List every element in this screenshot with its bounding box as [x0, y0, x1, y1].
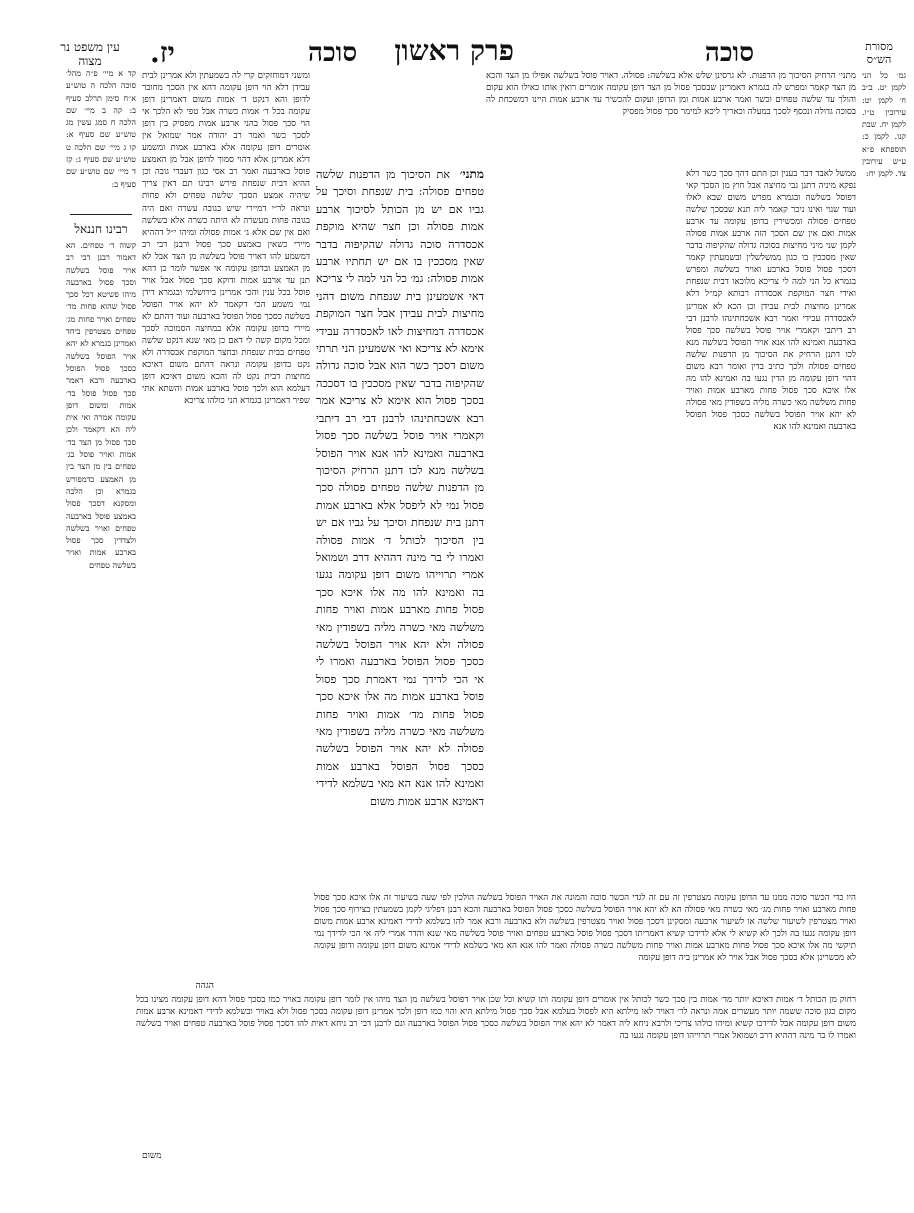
- rashi-column-text: ממשל לאבד דבר בענין וכן התם דהך סכך כשר דלא נפקא מיניה דתנן גבי מחיצה אבל חוץ מן הסכך קאי דפוסל בשלשה ובגמרא מפרש משום שבא לאלו ועוד שנוי ואינו ניכר קאמר ליה תנא שבסכך שלשה טפחים פסולה ומכשירין בדופן עקומה עד ארבע אמות ואם אין שם הסכך הזה ארבע אמות פסולה לקמן שני מיני מחיצות בסוכה גדולה שהקיפוה בדבר שאין מסככין בו כגון ממשלשלין ובשמעתין קאמר דסכך פסול פוסל בארבע ואויר בשלשה ומפרש בגמרא כל הני למה לי צריכא מלוכאו דבית שנפחת ואידי חצר המוקפת אכסדרה רבותא קמ״ל דלא אמרינן מחיצות לבית עבידן וכן הכא לא אמרינן לאכסדרה עבידי ואמר רבא אשכחתינהו לרבנן דבי רב דיתבי וקאמרי אויר פוסל בשלשה סכך פסול בארבעה ואמינא להו אנא אויר הפוסל בשלשה מנא לכו דתנן הרחיק את הסיכוך מן הדפנות שלשה טפחים פסולה ולכך כתיב בדין ואומר רבא משום דהוי דופן עקומה מן הדין נגעו בה ואמינא להו מה אלו איכא סכך פסול פחות מארבע אמות ואויר פחות משלשה מאי כשרה מליה בשפודין מאי פסולה לא יהא אויר הפוסל בשלשה כסכך פסול הפוסל בארבעה ואמינא להו אנא: [686, 169, 856, 432]
- rashi-column: [486, 168, 856, 888]
- masoret-hashas-margin: גמ׳ כל הני לקמן יט. ב״ב ח׳ לקמן יט: עירובין ט״ו. לקמן יח. שבת קנו. לקמן כ: תוספתא פ״א ע״ש עירובין צד. לקמן יח:: [862, 71, 906, 179]
- chananel-title-rule: [70, 214, 132, 215]
- ein-mishpat-margin: קד א מיי׳ פ״ה מהל׳ סוכה הלכה ה טוש״ע א״ח סימן תרלב סעיף ב: קה ב מיי׳ שם הלכה ח סמג עשין מג טוש״ע שם סעיף א: קו ג מיי׳ שם הלכה ט טוש״ע שם סעיף ג: קז ד מיי׳ שם טוש״ע שם סעיף ב:: [66, 69, 136, 189]
- rashi-end-word: הגהה: [195, 981, 214, 991]
- ein-mishpat-heading: עין משפט נר מצוה: [60, 40, 120, 68]
- tosafot-bottom-block: רחוק מן הכותל ד׳ אמות דאיכא יותר מד׳ אמות בין סכך כשר לכותל אין אומרים דופן עקומה ותו קשיא וכל שכן אויר דפוסל בשלשה מן הצד מיהו אין לומר דופן עקומה באויר כמו בסכך פסול דהא דופן עקומה מצינו בכל מקום כגון סוכה ששמה יותר מעשרים אמה ונראה לר׳ דאויר לאו מילתא היא לפסול בעלמא אבל סכך פסול מילתא היא והוי כמו דופן ולכך אמרינן דופן עקומה בסכך פסול ולא באויר ובשלמא לדידי דאמינא ארבע אמות משום דופן עקומה אבל לדידכו קשיא ומיהו כולהו צריכי ולרבא ניחא ליה דאמר לא יהא אויר הפוסל בשלשה כסכך פסול הפוסל בארבעה וגם לרבנן דבי רב ניחא דאית להו דסכך פסול פוסל בארבעה טפחים ואויר בשלשה ואמרו לו בר מינה דההיא דרב ושמואל אמרי תרוייהו דופן עקומה נגעו בה: [136, 995, 856, 1042]
- rashi-top-block: מתני׳ הרחיק הסיכוך מן הדפנות. לא גרסינן שלש אלא בשלשה: פסולה. דאויר פוסל בשלשה אפילו מן הצד והכא מן הצד קאמר ומפרש לה בגמרא דאמרינן שבסכך פסול מן הצד דופן עקומה אומרים רואין אותו כאילו הוא עקום והולך עד שלשה טפחים וכשר ואמר ארבע אמות ומן הדופן ועקום להכשיר עד ארבע אמות היינו דמשכחת לה בסוכה גדולה ונכסף לסכך במעלה וכאריך ליכא למימר סכך פסול מפסיק: [486, 71, 856, 118]
- tosafot-column: ומשני דמוחזקים קרי לה בשמעתין ולא אמרינן לבית עבידן דלא הוי דופן עקומה דהא אין הסכך מחובר לדופן והא דנקט ד׳ אמות משום דאמרינן דופן עקומה בכל ד׳ אמות כשרה אבל טפי לא הלכך אי הוי סכך פסול בהני ארבע אמות מפסיק בין דופן לסכך כשר ואמר רב יהודה אמר שמואל אין אומרים דופן עקומה אלא בארבע אמות ומשמע דלא אמרינן אלא דהוי סמוך לדופן אבל מן האמצע פוסל בארבעה ואמר רב אסי כגון דעבדי גובה וכן ההיא דבית שנפחת פירש רבינו תם דאין צריך שיהיה אמצע הסכך שלשה טפחים ולא פחות ונראה לר״י דמיירי שיש בגובה עשרה ואם היה בגובה פחות מעשרה לא היתה כשרה אלא בשלשה ואם אין שם אלא ג׳ אמות פסולה ומיהו י״ל דההיא מיירי כשאין באמצע סכך פסול ורבנן דבי רב דמשמע להו דאויר פוסל בשלשה מן הצד אבל לא מן האמצע ובדופן עקומה אי אפשר לומר כן דהא תנן עד ארבע אמות ודוקא סכך פסול אבל אויר פוסל בכל ענין והכי אמרינן בירושלמי ובגמרא דידן נמי משמע הכי דקאמר לא יהא אויר הפוסל בשלשה כסכך פסול הפוסל בארבעה ועוד דהתם לא מיירי בדופן עקומה אלא במחיצה הסמוכה לסכך ומכל מקום קשה לי דאם כן מאי שנא דנקט שלשה טפחים בבית שנפחת ובחצר המוקפת אכסדרה ולא נקט בדופן עקומה ונראה דהתם משום דאיכא מחיצות דבית נקט לה והכא משום דאיכא דופן דעלמא הוא ולכך פוסל בארבע אמות והשתא אתי שפיר דאמרינן בגמרא הני כולהו צריכא: [142, 71, 310, 407]
- folio-number: יז.: [150, 36, 175, 69]
- chapter-name: פרק ראשון: [394, 34, 514, 67]
- rashi-bottom-block: היו כדי הכשר סוכה ממנו עד הדופן עקומה מצטרפין זה עם זה לגדי הכשר סוכה והמונה את האויר הפוסל בשלשה הולכין לפי שעה בשיעור זה אלו איכא סכך פסול פחות מארבע ואויר פחות מג׳ מאי כשרה מאי פסולה הא לא יהא אויר הפוסל בשלשה כסכך פסול הפוסל בארבעה והכא רבנן דפליגי לקמן בשמעתין בצירוף סכך פסול ואויר מצטרפין לשיעור שלשה או לשיעור ארבעה ומסקינן דסכך פסול ואויר מצטרפין בשלשה ולא בארבעה ורבא אמר להו בשלמא לדידי דאמינא ארבע אמות משום דופן עקומה נגעו בה ולכך לא קשיא לי אלא לדידכו קשיא דאמריתו דסכך פסול פוסל בארבע טפחים ואויר פוסל בשלשה מאי שנא והדר אמרי ליה אי הכי לדידך נמי תיקשי מה אלו איכא סכך פסול פחות מארבע אמות ואויר פחות משלשה כשרה פסולה ואמר להו אנא הא מאי בשלמא לדידי אמינא משום דופן עקומה ודופן עקומה לא מכשרינן אלא בסכך פסול אבל אויר לא אמרינן ביה דופן עקומה: [314, 893, 856, 964]
- tractate-name-right: סוכה: [704, 38, 754, 68]
- catchword: משום: [142, 1151, 162, 1161]
- mishna-heading: מתני׳: [459, 167, 484, 181]
- rabbeinu-chananel-text: קשוה ד׳ טפחים. הא דאמור רבנן דבי רב אויר פוסל בשלשה וסכך פסול בארבעה מיהו פשיטא דכל סכך פסול שהוא פחות מד׳ טפחים ואויר פחות מג׳ טפחים מצטרפין ביחד ואמרינן בגמרא לא יהא אויר הפוסל בשלשה כסכך פסול הפוסל בארבעה ורבא דאמר סכך פסול פוסל בד׳ אמות ומשום דופן עקומה אמרה ואי אית ליה הא דקאמר ולכן סכך פסול מן הצד בד׳ אמות ואויר פוסל בג׳ טפחים בין מן הצד בין מן האמצע כדמפורש בגמרא וכן הלכה ומסקנא דסכך פסול באמצע פוסל בארבעה טפחים ואויר בשלשה ולצדדין סכך פסול בארבע אמות ואויר בשלשה טפחים: [66, 241, 136, 570]
- gemara-text: את הסיכוך מן הדפנות שלשה טפחים פסולה: בית שנפחת וסיכך על גביו אם יש מן הכותל לסיכוך ארבע אמות פסולה וכן חצר שהיא מוקפת אכסדרה סוכה גדולה שהקיפוה בדבר שאין מסככין בו אם יש תחתיו ארבע אמות פסולה: גמ׳ כל הני למה לי צריכא דאי אשמעינן בית שנפחת משום דהני מחיצות לבית עבידן אבל חצר המוקפת אכסדרה דמחיצות לאו לאכסדרה עבידי אימא לא צריכא ואי אשמעינן הני תרתי משום דסכך כשר הוא אבל סוכה גדולה שהקיפוה בדבר שאין מסככין בו דסככה בסכך פסול הוא אימא לא צריכא אמר רבא אשכחתינהו לרבנן דבי רב דיתבי וקאמרי אויר פוסל בשלשה סכך פסול בארבעה ואמינא להו אנא אויר הפוסל בשלשה מנא לכו דתנן הרחיק הסיכוך מן הדפנות שלשה טפחים פסולה סכך פסול נמי לא ליפסל אלא בארבע אמות דתנן בית שנפחת וסיכך על גביו אם יש בין הסיכוך לכותל ד׳ אמות פסולה ואמרו לי בר מינה דההיא דרב ושמואל אמרי תרוייהו משום דופן עקומה נגעו בה ואמינא להו מה אלו איכא סכך פסול פחות מארבע אמות ואויר פחות משלשה מאי כשרה מליה בשפודין מאי פסולה ולא יהא אויר הפוסל בשלשה כסכך פסול הפוסל בארבעה ואמרו לי אי הכי לדידך נמי דאמרת סכך פסול פוסל בארבע אמות מה אלו איכא סכך פסול פחות מד׳ אמות ואויר פחות משלשה מאי כשרה מליה בשפודין מאי פסולה לא יהא אויר הפוסל בשלשה כסכך פסול הפוסל בארבע אמות ואמינא להו אנא הא מאי בשלמא לדידי דאמינא ארבע אמות משום: [315, 168, 484, 808]
- rabbeinu-chananel-title: רבינו חננאל: [74, 222, 128, 236]
- masoret-hashas-heading: מסורת הש״ס: [865, 40, 893, 66]
- tractate-name-left: סוכה: [308, 38, 358, 68]
